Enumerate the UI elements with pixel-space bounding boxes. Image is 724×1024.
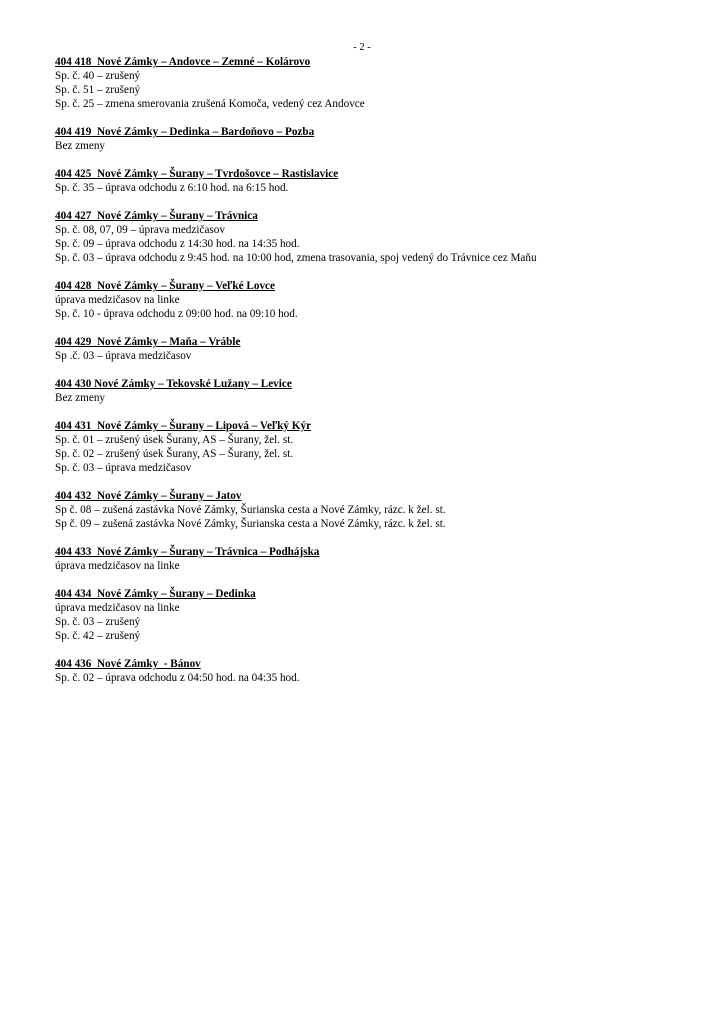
change-note: Sp. č. 03 – úprava medzičasov (55, 462, 192, 474)
route-title: 404 436 Nové Zámky - Bánov (55, 658, 201, 670)
change-note: Sp č. 08 – zušená zastávka Nové Zámky, Šurianska cesta a Nové Zámky, rázc. k žel. st. (55, 504, 446, 516)
route-title: 404 418 Nové Zámky – Andovce – Zemné – Kolárovo (55, 56, 311, 68)
change-note: Sp č. 09 – zušená zastávka Nové Zámky, Šurianska cesta a Nové Zámky, rázc. k žel. st. (55, 518, 446, 530)
change-note: Sp. č. 08, 07, 09 – úprava medzičasov (55, 224, 225, 236)
route-title: 404 430 Nové Zámky – Tekovské Lužany – Levice (55, 378, 292, 390)
change-note: úprava medzičasov na linke (55, 602, 180, 614)
change-note: Bez zmeny (55, 140, 106, 152)
change-note: Sp .č. 03 – úprava medzičasov (55, 350, 192, 362)
change-note: Bez zmeny (55, 392, 106, 404)
change-note: Sp. č. 35 – úprava odchodu z 6:10 hod. na 6:15 hod. (55, 182, 289, 194)
change-note: Sp. č. 01 – zrušený úsek Šurany, AS – Šurany, žel. st. (55, 434, 294, 446)
change-note: Sp. č. 02 – zrušený úsek Šurany, AS – Šurany, žel. st. (55, 448, 294, 460)
route-title: 404 427 Nové Zámky – Šurany – Trávnica (55, 210, 258, 222)
route-section (55, 489, 695, 531)
route-title: 404 434 Nové Zámky – Šurany – Dedinka (55, 588, 256, 600)
page-number: - 2 - (353, 42, 371, 53)
change-note: Sp. č. 03 – zrušený (55, 616, 141, 628)
route-title: 404 419 Nové Zámky – Dedinka – Bardoňovo – Pozba (55, 126, 315, 138)
route-section (55, 419, 695, 475)
change-note: úprava medzičasov na linke (55, 294, 180, 306)
route-section (55, 335, 695, 363)
route-section (55, 279, 695, 321)
route-section (55, 657, 695, 685)
route-section (55, 209, 695, 265)
route-title: 404 433 Nové Zámky – Šurany – Trávnica – Podhájska (55, 546, 320, 558)
change-note: Sp. č. 02 – úprava odchodu z 04:50 hod. na 04:35 hod. (55, 672, 300, 684)
route-section (55, 125, 695, 153)
change-note: Sp. č. 10 - úprava odchodu z 09:00 hod. na 09:10 hod. (55, 308, 298, 320)
route-section (55, 545, 695, 573)
route-section (55, 55, 695, 111)
route-title: 404 432 Nové Zámky – Šurany – Jatov (55, 490, 242, 502)
change-note: Sp. č. 25 – zmena smerovania zrušená Komoča, vedený cez Andovce (55, 98, 365, 110)
change-note: Sp. č. 40 – zrušený (55, 70, 141, 82)
route-title: 404 425 Nové Zámky – Šurany – Tvrdošovce – Rastislavice (55, 168, 339, 180)
route-section (55, 377, 695, 405)
change-note: Sp. č. 51 – zrušený (55, 84, 141, 96)
document-body (55, 55, 695, 699)
route-title: 404 428 Nové Zámky – Šurany – Veľké Lovce (55, 280, 275, 292)
change-note: Sp. č. 42 – zrušený (55, 630, 141, 642)
route-title: 404 431 Nové Zámky – Šurany – Lipová – Veľký Kýr (55, 420, 312, 432)
route-title: 404 429 Nové Zámky – Maňa – Vráble (55, 336, 241, 348)
route-section (55, 587, 695, 643)
change-note: úprava medzičasov na linke (55, 560, 180, 572)
change-note: Sp. č. 09 – úprava odchodu z 14:30 hod. na 14:35 hod. (55, 238, 300, 250)
change-note: Sp. č. 03 – úprava odchodu z 9:45 hod. na 10:00 hod, zmena trasovania, spoj vedený do Trávnice cez Maňu (55, 252, 537, 264)
route-section (55, 167, 695, 195)
